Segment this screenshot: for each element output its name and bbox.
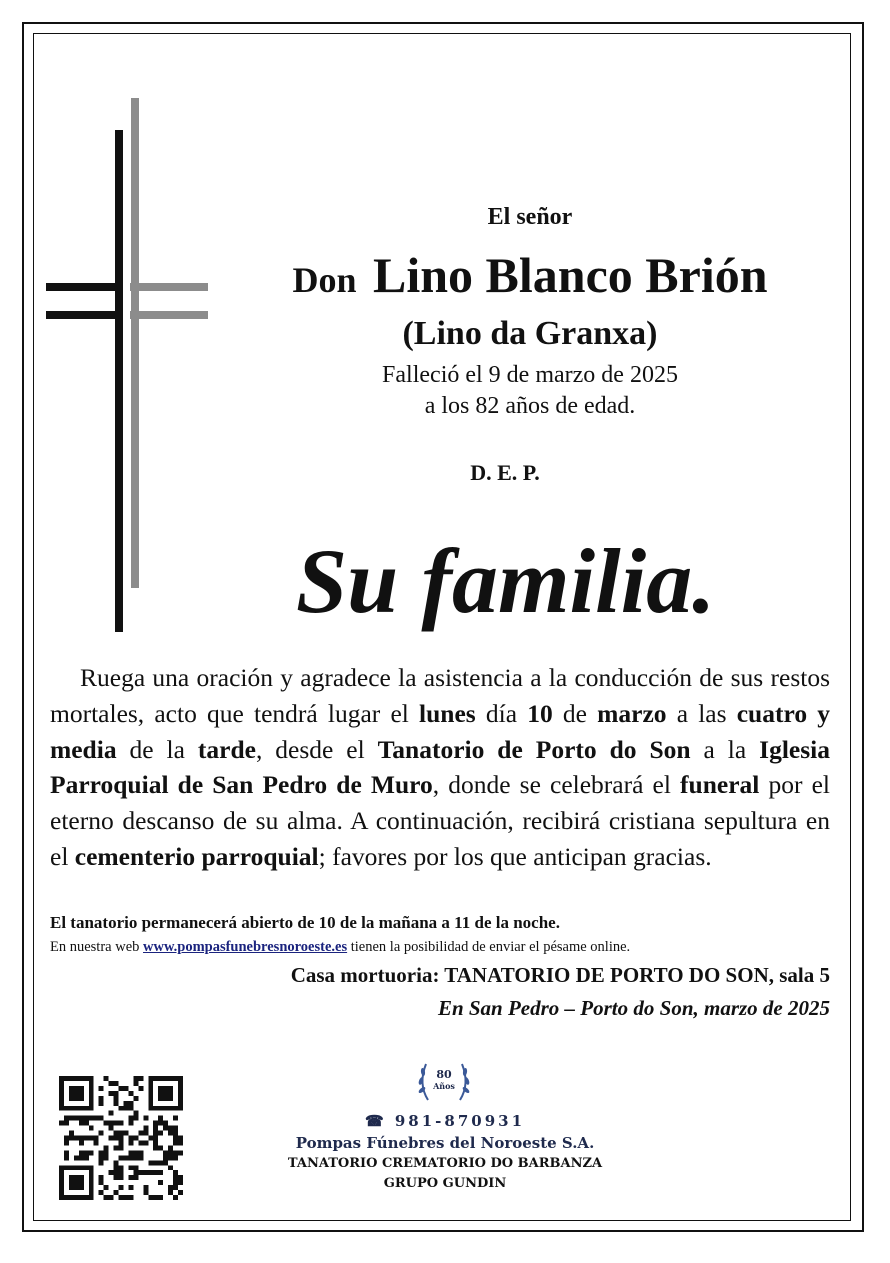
intro-text: El señor (487, 204, 573, 230)
body-text-run: a las (666, 698, 737, 728)
logo-number: 80 (436, 1068, 452, 1081)
family-title: Su familia. (296, 530, 716, 632)
website-link[interactable]: www.pompasfunebresnoroeste.es (143, 939, 348, 955)
body-emphasis: 10 (527, 698, 553, 728)
age: a los 82 años de edad. (424, 393, 636, 419)
full-name: Lino Blanco Brión (373, 247, 768, 303)
web-line (50, 939, 630, 956)
place-date: En San Pedro – Porto do Son, marzo de 2025 (437, 996, 830, 1020)
group-name: GRUPO GUNDIN (383, 1176, 507, 1191)
deceased-name (225, 246, 835, 304)
body-emphasis: Tanatorio de Porto do Son (377, 734, 691, 764)
casa-mortuoria: Casa mortuoria: TANATORIO DE PORTO DO SON, sala 5 (290, 963, 830, 987)
body-emphasis: cementerio parroquial (74, 841, 319, 871)
body-text-run: día (475, 698, 528, 728)
body-emphasis: lunes (419, 698, 476, 728)
body-emphasis: tarde (197, 734, 256, 764)
alias: (Lino da Granxa) (402, 315, 658, 352)
body-text-run: ; favores por los que anticipan gracias. (318, 841, 712, 871)
announcement-body (50, 660, 830, 875)
body-text-run: , desde el (255, 734, 378, 764)
tanatorio-hours: El tanatorio permanecerá abierto de 10 de la mañana a 11 de la noche. (50, 913, 560, 932)
anniversary-logo-icon (412, 1054, 476, 1106)
body-emphasis: cuatro y media (50, 698, 830, 764)
body-text-run: a la (690, 734, 760, 764)
body-text-run: , donde se celebrará el (432, 770, 681, 800)
web-suffix: tienen la posibilidad de enviar el pésame online. (347, 939, 631, 955)
death-date: Falleció el 9 de marzo de 2025 (382, 362, 678, 388)
body-text-run: de (552, 698, 598, 728)
body-text-run: de la (116, 734, 198, 764)
cross-icon (46, 98, 208, 634)
web-prefix: En nuestra web (50, 939, 144, 955)
company-name: Pompas Fúnebres del Noroeste S.A. (295, 1134, 595, 1152)
body-emphasis: Iglesia Parroquial de San Pedro de Muro (50, 734, 830, 800)
phone-icon: ☎ (364, 1112, 387, 1130)
body-emphasis: funeral (680, 770, 760, 800)
dep: D. E. P. (470, 460, 540, 485)
phone-line (270, 1112, 620, 1130)
honorific: Don (292, 260, 357, 300)
logo-word: Años (433, 1081, 455, 1091)
phone-number: 981-870931 (394, 1112, 526, 1130)
crematorio-name: TANATORIO CREMATORIO DO BARBANZA (287, 1156, 603, 1171)
qr-code-icon[interactable] (58, 1076, 184, 1200)
body-text-run: Ruega una oración y agradece la asistencia a la conducción de sus restos mortales, acto que tendrá lugar el (50, 663, 830, 728)
body-text-run: por el eterno descanso de su alma. A continuación, recibirá cristiana sepultura en el (50, 770, 830, 871)
body-emphasis: marzo (597, 698, 667, 728)
